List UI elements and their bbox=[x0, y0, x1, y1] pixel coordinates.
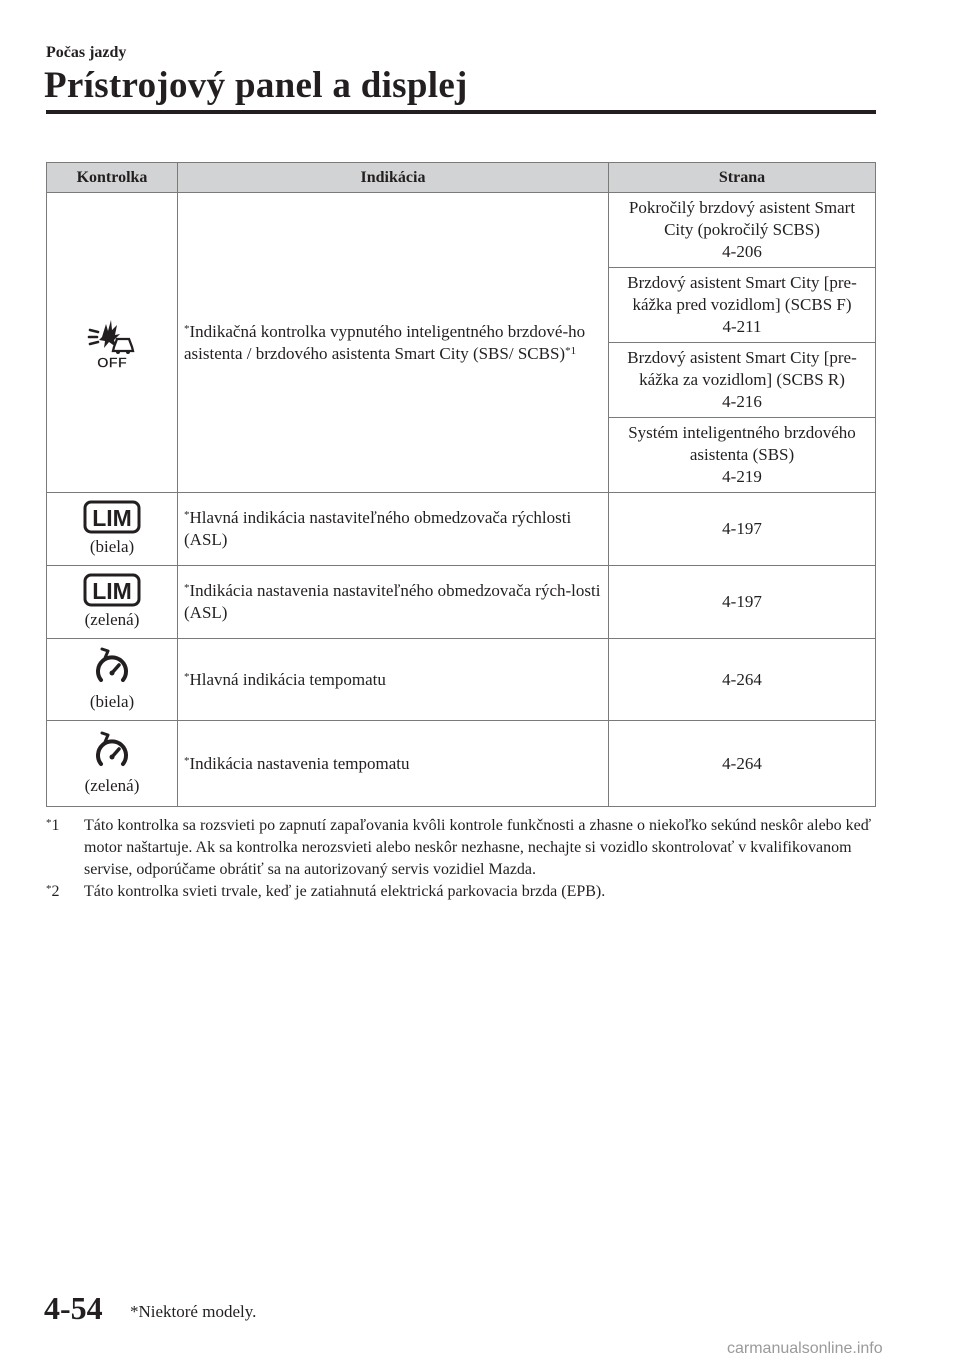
model-star: * bbox=[184, 322, 190, 335]
indication-text: Hlavná indikácia nastaviteľného obmedzovača rýchlosti (ASL) bbox=[184, 508, 572, 549]
page-ref-number: 4-219 bbox=[722, 467, 762, 486]
cruise-control-icon bbox=[92, 731, 132, 773]
page-ref-cell bbox=[609, 418, 876, 493]
footnote-text: Táto kontrolka sa rozsvieti po zapnutí zapaľovania kvôli kontrole funkčnosti a zhasne o niekoľko sekúnd neskôr alebo keď motor naštartuje. Ak sa kontrolka nerozsvieti alebo neskôr nezhasne, nechajte si vozidlo skontrolovať v kvalifikovanom servise, odporúčame obrátiť sa na autorizovaný servis vozidiel Mazda. bbox=[84, 817, 872, 878]
lim-icon-text: LIM bbox=[92, 505, 132, 531]
icon-cell bbox=[47, 639, 178, 721]
model-star: * bbox=[184, 509, 190, 521]
page-ref-number: 4-197 bbox=[609, 566, 876, 639]
cruise-control-icon bbox=[92, 647, 132, 689]
page-number: 4-54 bbox=[44, 1290, 103, 1326]
page-ref-number: 4-216 bbox=[722, 392, 762, 411]
model-star: * bbox=[184, 670, 190, 683]
page-ref-number: 4-211 bbox=[722, 317, 762, 336]
indication-cell bbox=[178, 493, 609, 566]
footnote bbox=[46, 881, 876, 903]
footnotes bbox=[46, 815, 876, 903]
icon-cell bbox=[47, 566, 178, 639]
footnote-mark bbox=[46, 815, 60, 837]
indication-cell bbox=[178, 566, 609, 639]
indicator-table bbox=[46, 162, 876, 807]
title-divider bbox=[46, 110, 876, 114]
section-label: Počas jazdy bbox=[46, 44, 127, 61]
indication-cell bbox=[178, 639, 609, 721]
page-ref-number: 4-197 bbox=[609, 493, 876, 566]
color-label: (zelená) bbox=[84, 610, 140, 629]
icon-cell bbox=[47, 493, 178, 566]
footnote bbox=[46, 815, 876, 881]
indication-text: Hlavná indikácia tempomatu bbox=[189, 669, 386, 689]
table-row bbox=[47, 493, 876, 566]
color-label: (biela) bbox=[89, 537, 135, 556]
footnote-star: * bbox=[46, 817, 52, 829]
header-kontrolka: Kontrolka bbox=[47, 163, 178, 193]
page-ref-name: Brzdový asistent Smart City [pre-kážka pred vozidlom] (SCBS F) bbox=[627, 273, 857, 314]
header-indikacia: Indikácia bbox=[178, 163, 609, 193]
sbs-off-warning-icon bbox=[87, 317, 137, 369]
footnote-mark bbox=[46, 881, 60, 903]
indication-text: Indikačná kontrolka vypnutého inteligentného brzdové-ho asistenta / brzdového asistenta Smart City (SBS/ SCBS) bbox=[184, 321, 586, 363]
footnote-number: 1 bbox=[51, 817, 60, 834]
page-ref-name: Pokročilý brzdový asistent Smart City (pokročilý SCBS) bbox=[628, 198, 856, 239]
lim-icon bbox=[83, 500, 141, 534]
table-row bbox=[47, 566, 876, 639]
page-ref-cell bbox=[609, 193, 876, 268]
footnote-text: Táto kontrolka svieti trvale, keď je zatiahnutá elektrická parkovacia brzda (EPB). bbox=[84, 883, 606, 900]
table-row bbox=[47, 193, 876, 268]
color-label: (zelená) bbox=[84, 775, 140, 795]
page-ref-number: 4-264 bbox=[609, 639, 876, 721]
lim-icon bbox=[83, 573, 141, 607]
indication-text: Indikácia nastavenia nastaviteľného obmedzovača rých-losti (ASL) bbox=[184, 581, 601, 622]
sbs-off-icon-text: OFF bbox=[97, 354, 127, 369]
table-row bbox=[47, 721, 876, 807]
indication-text: Indikácia nastavenia tempomatu bbox=[189, 753, 410, 773]
icon-cell bbox=[47, 193, 178, 493]
footnote-ref: *1 bbox=[565, 344, 577, 357]
table-header-row bbox=[47, 163, 876, 193]
footnote-number: 2 bbox=[51, 883, 60, 900]
models-note: *Niektoré modely. bbox=[130, 1302, 257, 1321]
color-label: (biela) bbox=[89, 691, 135, 711]
page-title: Prístrojový panel a displej bbox=[44, 65, 468, 106]
watermark: carmanualsonline.info bbox=[727, 1340, 883, 1357]
page-ref-number: 4-206 bbox=[722, 242, 762, 261]
icon-cell bbox=[47, 721, 178, 807]
indication-cell bbox=[178, 721, 609, 807]
page-ref-cell bbox=[609, 268, 876, 343]
model-star: * bbox=[184, 582, 190, 594]
page-ref-name: Brzdový asistent Smart City [pre-kážka za vozidlom] (SCBS R) bbox=[627, 348, 857, 389]
table-row bbox=[47, 639, 876, 721]
footnote-star: * bbox=[46, 883, 52, 895]
page-ref-name: Systém inteligentného brzdového asistenta (SBS) bbox=[628, 423, 856, 464]
page-ref-number: 4-264 bbox=[609, 721, 876, 807]
lim-icon-text: LIM bbox=[92, 578, 132, 604]
page-ref-cell bbox=[609, 343, 876, 418]
indication-cell bbox=[178, 193, 609, 493]
model-star: * bbox=[184, 754, 190, 767]
header-strana: Strana bbox=[609, 163, 876, 193]
